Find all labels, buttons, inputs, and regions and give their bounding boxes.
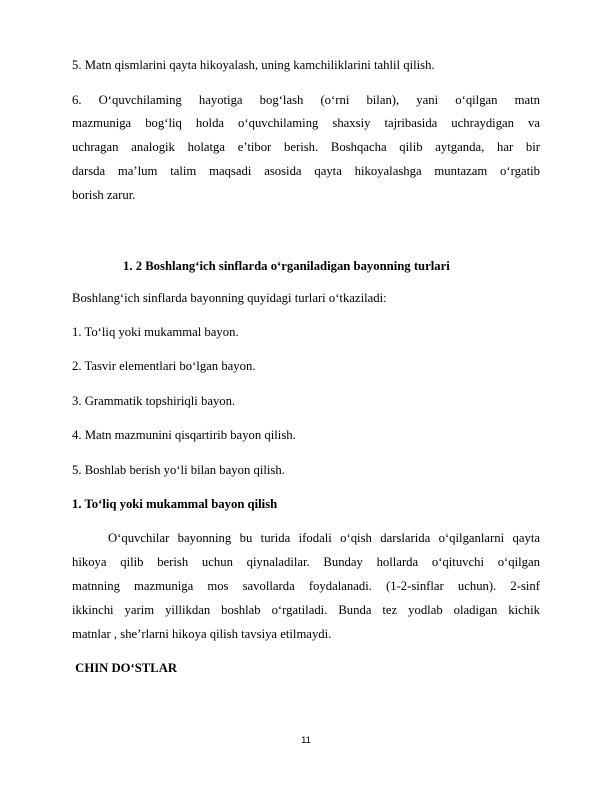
list-item-1: 1. To‘liq yoki mukammal bayon. — [72, 325, 239, 339]
item-6-line-4: darsda ma’lum talim maqsadi asosida qayta hikoyalashga muntazam o‘rgatib — [72, 164, 540, 178]
item-6-line-5: borish zarur. — [72, 188, 136, 202]
list-item-2: 2. Tasvir elementlari bo‘lgan bayon. — [72, 359, 256, 373]
para-line-4: ikkinchi yarim yillikdan boshlab o‘rgatiladi. Bunda tez yodlab oladigan kichik — [72, 603, 540, 617]
list-item-4: 4. Matn mazmunini qisqartirib bayon qilish. — [72, 428, 296, 442]
para-line-1: O‘quvchilar bayonning bu turida ifodali o‘qish darslarida o‘qilganlarni qayta — [108, 531, 540, 545]
section-lead: Boshlang‘ich sinflarda bayonning quyidagi turlari o‘tkaziladi: — [72, 291, 387, 305]
list-item-5: 5. Boshlab berish yo‘li bilan bayon qilish. — [72, 463, 285, 477]
para-line-3: matnning mazmuniga mos savollarda foydalanadi. (1-2-sinflar uchun). 2-sinf — [72, 579, 540, 593]
section-heading: 1. 2 Boshlang‘ich sinflarda o‘rganiladigan bayonning turlari — [123, 259, 450, 273]
item-6-line-2: mazmuniga bog‘liq holda o‘quvchilaming shaxsiy tajribasida uchraydigan va — [72, 116, 540, 130]
item-6-line-3: uchragan analogik holatga e’tibor berish. Boshqacha qilib aytganda, har bir — [72, 140, 540, 154]
item-5: 5. Matn qismlarini qayta hikoyalash, uning kamchiliklarini tahlil qilish. — [72, 58, 435, 72]
story-title: CHIN DO‘STLAR — [72, 661, 178, 675]
item-6-line-1: 6. O‘quvchilaming hayotiga bog‘lash (o‘rni bilan), yani o‘qilgan matn — [72, 93, 540, 107]
subsection-heading: 1. To‘liq yoki mukammal bayon qilish — [72, 497, 278, 511]
para-line-5: matnlar , she’rlarni hikoya qilish tavsiya etilmaydi. — [72, 627, 332, 641]
page-number: 11 — [301, 735, 311, 746]
list-item-3: 3. Grammatik topshiriqli bayon. — [72, 394, 236, 408]
para-line-2: hikoya qilib berish uchun qiynaladilar. Bunday hollarda o‘qituvchi o‘qilgan — [72, 555, 540, 569]
